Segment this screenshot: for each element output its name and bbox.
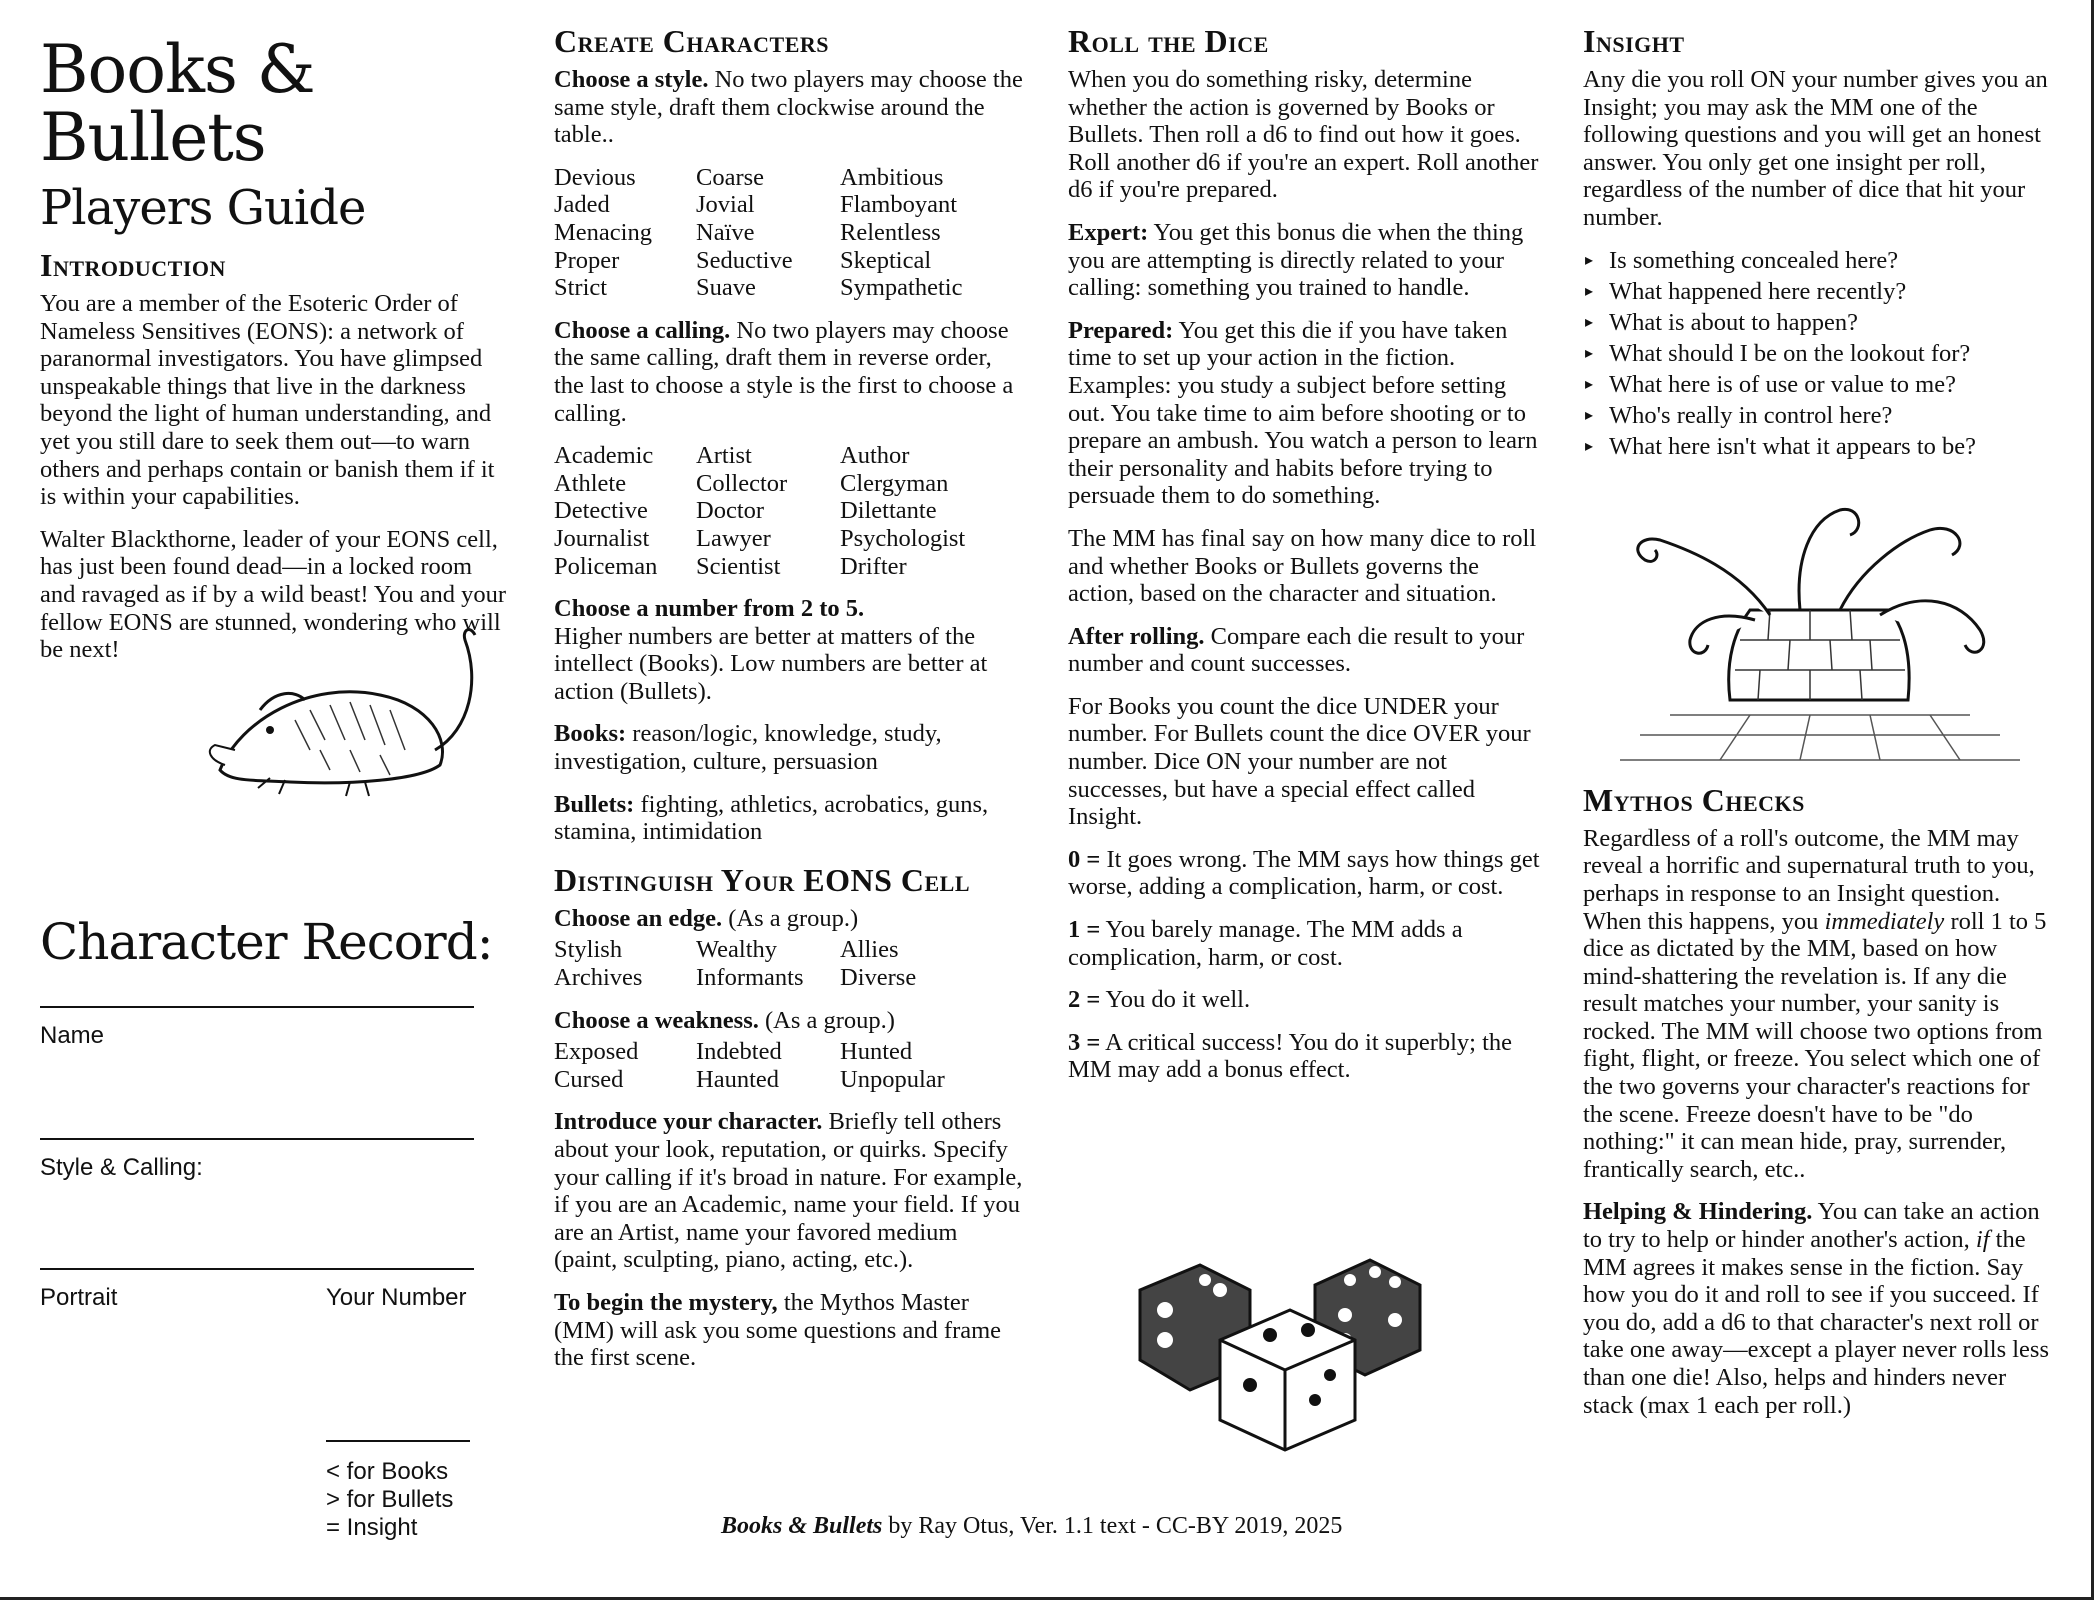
style-option: Proper xyxy=(554,246,620,274)
introduction-heading: Introduction xyxy=(40,247,226,283)
choose-weakness-text: (As a group.) xyxy=(758,1006,895,1034)
column-intro xyxy=(40,22,510,679)
portrait-label: Portrait xyxy=(40,1284,118,1311)
mythos-checks-heading: Mythos Checks xyxy=(1583,781,1805,818)
footer-title: Books & Bullets xyxy=(721,1513,883,1539)
list-item: ▸ What is about to happen? xyxy=(1583,309,2055,337)
result-0-lead: 0 = xyxy=(1068,845,1101,873)
helping-text-b: the MM agrees it makes sense in the fiction. Say how you do it and roll to see if you succeed. If you do, add a d6 to that character's next roll or take one away—except a player never rolls less than one die! Also, helps and hinders never stack (max 1 each per roll.) xyxy=(1583,1226,2049,1419)
result-1-lead: 1 = xyxy=(1068,916,1101,944)
style-option: Menacing xyxy=(554,218,652,246)
books-lead: Books: xyxy=(554,720,627,748)
begin-mystery-paragraph xyxy=(554,1289,1024,1372)
calling-option: Drifter xyxy=(840,552,907,580)
list-item: ▸ What should I be on the lookout for? xyxy=(1583,340,2055,368)
create-characters-heading: Create Characters xyxy=(554,23,830,59)
mm-final-say-paragraph: The MM has final say on how many dice to roll and whether Books or Bullets governs the action, based on the character and situation. xyxy=(1068,524,1537,608)
portrait-line[interactable] xyxy=(40,1268,474,1270)
legend-bullets: > for Bullets xyxy=(326,1486,454,1513)
style-option: Jovial xyxy=(696,191,755,219)
prepared-text: You get this die if you have taken time to set up your action in the fiction. Examples: you study a subject before setting out. You take time to aim before shooting or to prepare an ambush. You watch a person to learn their personality and habits before trying to persuade them to do something. xyxy=(1068,316,1538,510)
begin-mystery-text: the Mythos Master (MM) will ask you some questions and frame the first scene. xyxy=(554,1288,1002,1372)
choose-calling-paragraph xyxy=(554,317,1024,427)
bullets-paragraph xyxy=(554,791,1024,846)
style-option: Coarse xyxy=(696,163,765,191)
name-line[interactable] xyxy=(40,1006,474,1008)
style-option: Relentless xyxy=(840,218,941,246)
calling-option: Journalist xyxy=(554,524,650,552)
calling-option: Lawyer xyxy=(696,524,771,552)
insight-questions xyxy=(1583,247,2055,461)
bullets-lead: Bullets: xyxy=(554,790,635,818)
expert-paragraph xyxy=(1068,219,1540,302)
legend-insight: = Insight xyxy=(326,1514,418,1541)
callings-list xyxy=(554,442,1024,580)
books-paragraph xyxy=(554,720,1024,775)
introduce-character-text: Briefly tell others about your look, reputation, or quirks. Specify your calling if it's broad in nature. For example, if you are an Academic, name your field. If you are an Artist, name your favored medium (paint, sculpting, piano, acting, etc.). xyxy=(554,1108,1023,1274)
books-text: reason/logic, knowledge, study, investigation, culture, persuasion xyxy=(554,720,942,776)
result-3-text: A critical success! You do it superbly; the MM may add a bonus effect. xyxy=(1068,1028,1513,1084)
mythos-text-a: Regardless of a roll's outcome, the MM may reveal a horrific and supernatural truth to you, perhaps in response to an Insight question. When this happens, you xyxy=(1583,824,2035,935)
eons-cell-heading: Distinguish Your EONS Cell xyxy=(554,861,971,898)
calling-option: Psychologist xyxy=(840,524,966,552)
page-subtitle: Players Guide xyxy=(40,180,366,236)
roll-dice-heading: Roll the Dice xyxy=(1068,23,1269,59)
weakness-option: Hunted xyxy=(840,1038,913,1066)
style-option: Seductive xyxy=(696,246,793,274)
edge-option: Informants xyxy=(696,964,804,992)
character-record-title: Character Record: xyxy=(40,913,493,971)
result-2-lead: 2 = xyxy=(1068,986,1101,1014)
weakness-option: Indebted xyxy=(696,1038,782,1066)
insight-paragraph: Any die you roll ON your number gives you an Insight; you may ask the MM one of the following questions and you will get an honest answer. You only get one insight per roll, regardless of the number of dice that hit your number. xyxy=(1583,66,2048,231)
style-option: Suave xyxy=(696,274,756,302)
choose-style-paragraph xyxy=(554,66,1024,149)
rat-illustration xyxy=(200,600,500,800)
column-create xyxy=(554,22,1024,1387)
styles-list xyxy=(554,164,1024,302)
your-number-line[interactable] xyxy=(326,1440,470,1442)
column-dice xyxy=(1068,22,1540,1099)
choose-edge-paragraph xyxy=(554,905,1024,933)
introduction-story-text: Walter Blackthorne, leader of your EONS cell, has just been found dead—in a locked room and ravaged as if by a wild beast! You and your fellow EONS are stunned, wondering who will be next! xyxy=(40,525,507,664)
calling-option: Collector xyxy=(696,469,788,497)
weakness-option: Exposed xyxy=(554,1038,639,1066)
choose-calling-text: No two players may choose the same calling, draft them in reverse order, the last to choose a style is the first to choose a calling. xyxy=(554,316,1014,427)
begin-mystery-lead: To begin the mystery, xyxy=(554,1288,778,1316)
list-item: ▸ What happened here recently? xyxy=(1583,278,2055,306)
result-3-lead: 3 = xyxy=(1068,1028,1101,1056)
style-option: Devious xyxy=(554,163,636,191)
helping-lead: Helping & Hindering. xyxy=(1583,1198,1813,1226)
prepared-lead: Prepared: xyxy=(1068,316,1174,344)
choose-edge-lead: Choose an edge. xyxy=(554,904,723,932)
helping-paragraph xyxy=(1583,1198,2055,1419)
edge-option: Allies xyxy=(840,936,899,964)
list-item: ▸ What here isn't what it appears to be? xyxy=(1583,433,2055,461)
result-2 xyxy=(1068,986,1540,1014)
introduce-character-lead: Introduce your character. xyxy=(554,1108,823,1136)
list-item: ▸ Is something concealed here? xyxy=(1583,247,2055,275)
weakness-option: Cursed xyxy=(554,1065,624,1093)
expert-lead: Expert: xyxy=(1068,218,1149,246)
footer-text: by Ray Otus, Ver. 1.1 text - CC-BY 2019, 2025 xyxy=(882,1513,1343,1539)
after-rolling-lead: After rolling. xyxy=(1068,622,1205,650)
choose-weakness-paragraph xyxy=(554,1007,1024,1035)
page-title: Books & Bullets xyxy=(40,31,315,176)
edge-option: Diverse xyxy=(840,964,917,992)
style-calling-line[interactable] xyxy=(40,1138,474,1140)
choose-number-lead: Choose a number from 2 to 5. xyxy=(554,595,865,623)
style-option: Jaded xyxy=(554,191,610,219)
calling-option: Clergyman xyxy=(840,469,949,497)
calling-option: Artist xyxy=(696,442,752,470)
expert-text: You get this bonus die when the thing you are attempting is directly related to your calling: something you trained to handle. xyxy=(1068,218,1524,302)
helping-text-a: You can take an action to try to help or hinder another's action, xyxy=(1583,1198,2040,1254)
style-option: Skeptical xyxy=(840,246,932,274)
tentacle-illustration xyxy=(1600,490,2040,780)
footer-credit xyxy=(721,1512,1342,1540)
legend-books: < for Books xyxy=(326,1458,449,1485)
choose-number-paragraph xyxy=(554,595,1024,705)
edges-list xyxy=(554,936,1024,991)
result-3 xyxy=(1068,1029,1540,1084)
edge-option: Archives xyxy=(554,964,643,992)
mythos-text-b: roll 1 to 5 dice as dictated by the MM, based on how mind-shattering the revelation is. If any die result matches your number, your sanity is rocked. The MM will choose two options from fight, flight, or freeze. You select which one of the two governs your character's reactions for the scene. Freeze doesn't have to be "do nothing:" it can mean hide, pray, surrender, frantically search, etc.. xyxy=(1583,907,2047,1183)
dice-illustration xyxy=(1120,1250,1450,1460)
count-successes-paragraph: For Books you count the dice UNDER your number. For Bullets count the dice OVER your number. Dice ON your number are not successes, but have a special effect called Insight. xyxy=(1068,692,1531,831)
result-1-text: You barely manage. The MM adds a complication, harm, or cost. xyxy=(1068,916,1463,971)
choose-style-lead: Choose a style. xyxy=(554,66,709,93)
calling-option: Academic xyxy=(554,442,654,470)
style-option: Naïve xyxy=(696,218,755,246)
style-calling-label: Style & Calling: xyxy=(40,1154,203,1181)
choose-edge-text: (As a group.) xyxy=(722,904,859,932)
name-label: Name xyxy=(40,1022,105,1049)
style-option: Strict xyxy=(554,274,608,302)
introduce-character-paragraph xyxy=(554,1108,1024,1274)
calling-option: Athlete xyxy=(554,469,627,497)
list-item: ▸ What here is of use or value to me? xyxy=(1583,371,2055,399)
helping-emphasis: if xyxy=(1975,1226,1990,1254)
calling-option: Detective xyxy=(554,497,648,525)
weakness-option: Haunted xyxy=(696,1065,779,1093)
bullets-text: fighting, athletics, acrobatics, guns, stamina, intimidation xyxy=(554,790,989,846)
result-0-text: It goes wrong. The MM says how things get worse, adding a complication, harm, or cost. xyxy=(1068,845,1540,901)
after-rolling-text: Compare each die result to your number and count successes. xyxy=(1068,622,1525,678)
result-2-text: You do it well. xyxy=(1100,986,1251,1014)
your-number-label: Your Number xyxy=(326,1284,467,1311)
style-option: Sympathetic xyxy=(840,274,963,302)
choose-weakness-lead: Choose a weakness. xyxy=(554,1006,759,1034)
result-0 xyxy=(1068,846,1540,901)
prepared-paragraph xyxy=(1068,317,1540,510)
edge-option: Stylish xyxy=(554,936,623,964)
list-item: ▸ Who's really in control here? xyxy=(1583,402,2055,430)
choose-number-text: Higher numbers are better at matters of the intellect (Books). Low numbers are better at action (Bullets). xyxy=(554,622,988,705)
style-option: Ambitious xyxy=(840,163,944,191)
introduction-paragraph: You are a member of the Esoteric Order of Nameless Sensitives (EONS): a network of paranormal investigators. You have glimpsed unspeakable things that live in the darkness beyond the light of human understanding, and yet you still dare to seek them out—to warn others and perhaps contain or banish them if it is within your capabilities. xyxy=(40,290,495,511)
choose-calling-lead: Choose a calling. xyxy=(554,316,731,344)
calling-option: Policeman xyxy=(554,552,658,580)
mythos-paragraph xyxy=(1583,825,2055,1184)
mythos-emphasis: immediately xyxy=(1824,907,1945,935)
weaknesses-list xyxy=(554,1038,1024,1093)
calling-option: Doctor xyxy=(696,497,765,525)
weakness-option: Unpopular xyxy=(840,1065,945,1093)
insight-heading: Insight xyxy=(1583,23,1685,59)
style-option: Flamboyant xyxy=(840,191,958,219)
calling-option: Author xyxy=(840,442,910,470)
result-1 xyxy=(1068,916,1540,971)
calling-option: Scientist xyxy=(696,552,781,580)
after-rolling-paragraph xyxy=(1068,623,1540,678)
calling-option: Dilettante xyxy=(840,497,937,525)
number-legend xyxy=(326,1458,453,1542)
choose-style-text: No two players may choose the same style, draft them clockwise around the table.. xyxy=(554,66,1023,149)
roll-dice-paragraph: When you do something risky, determine whether the action is governed by Books or Bullets. Then roll a d6 to find out how it goes. Roll another d6 if you're an expert. Roll another d6 if you're prepared. xyxy=(1068,66,1539,204)
edge-option: Wealthy xyxy=(696,936,778,964)
